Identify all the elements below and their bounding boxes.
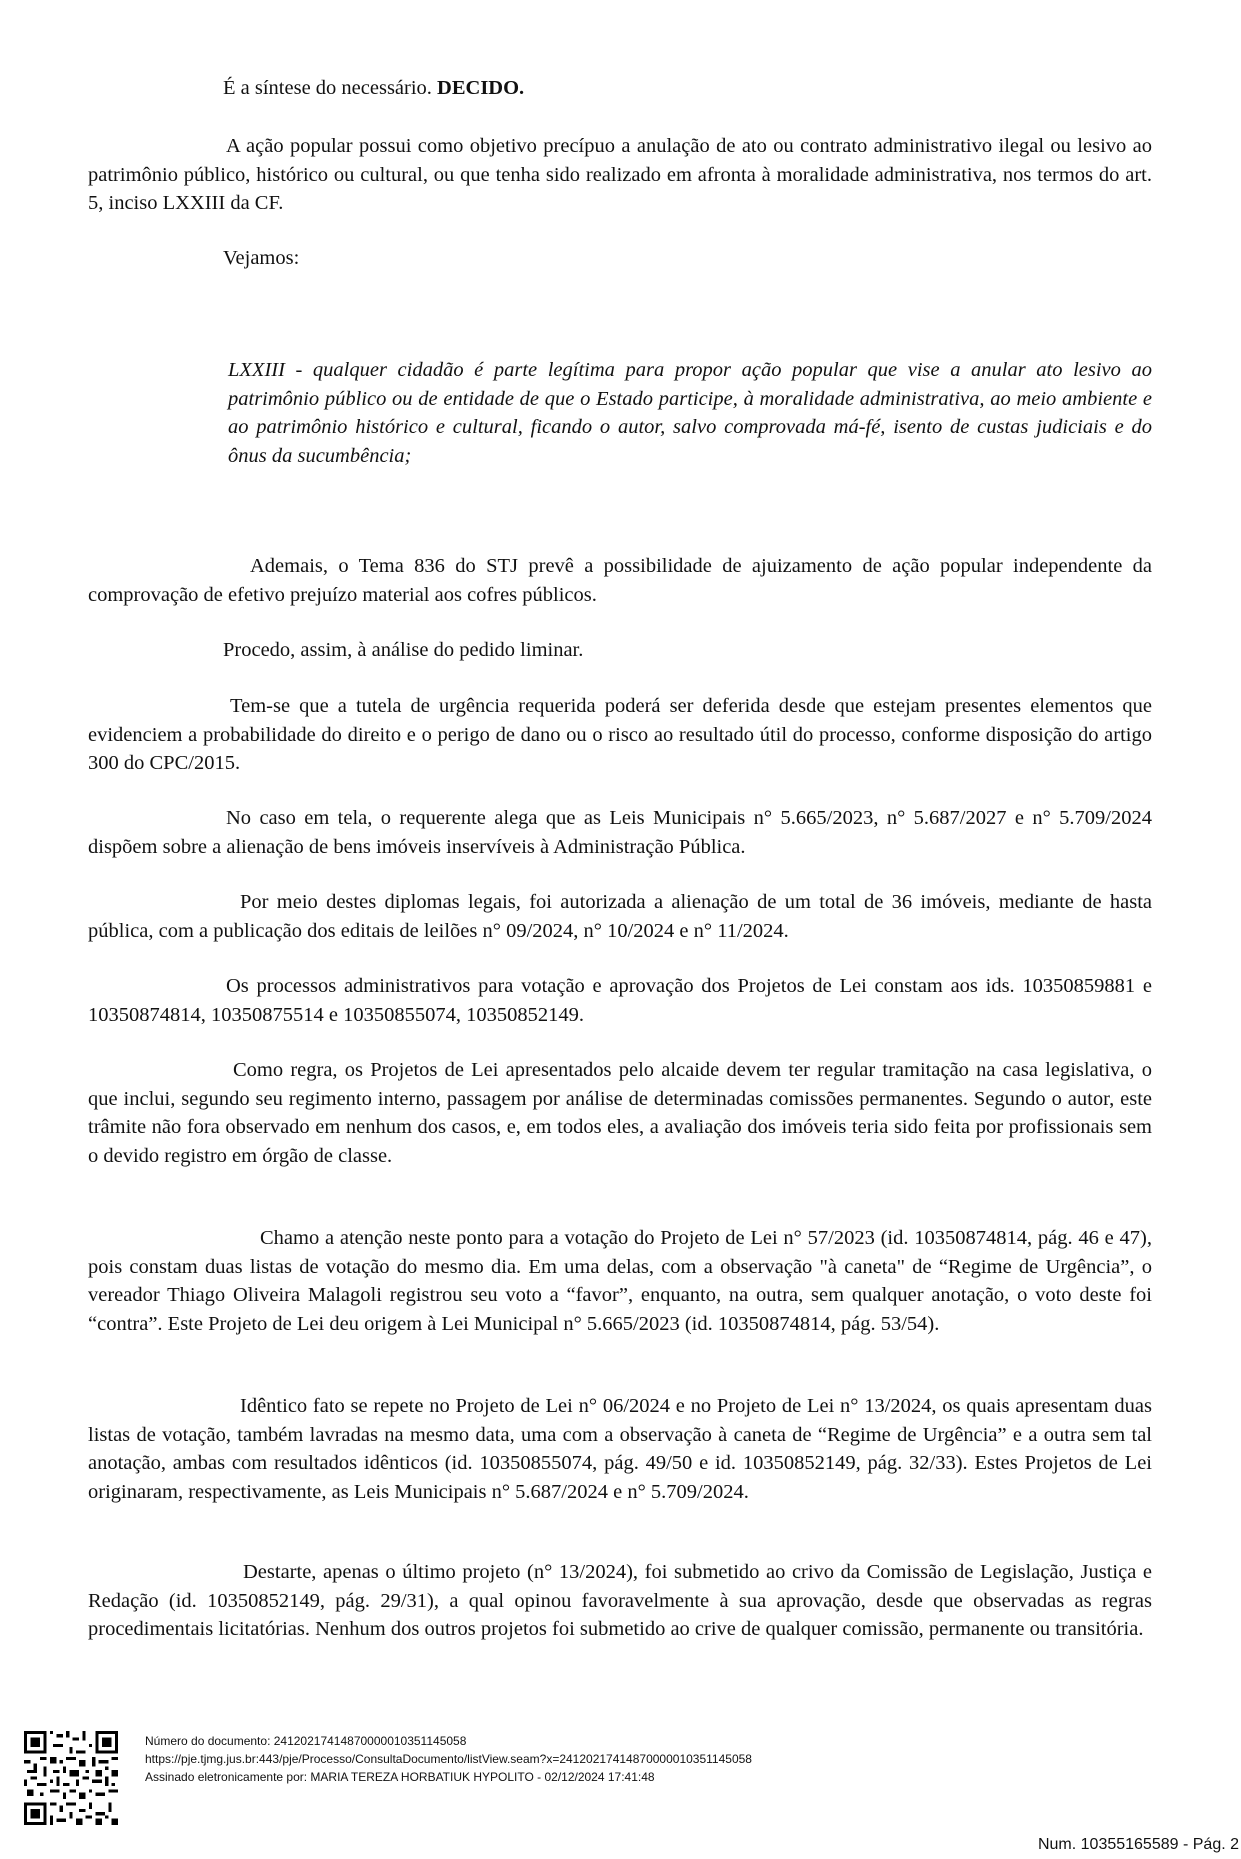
constitution-quote: LXXIII - qualquer cidadão é parte legítima para propor ação popular que vise a anular ato lesivo ao patrimônio público ou de entidade de que o Estado participe, à moralidade administrativa, ao meio ambiente e ao patrimônio histórico e cultural, ficando o autor, salvo comprovada má-fé, isento de custas judiciais e do ônus da sucumbência; xyxy=(228,359,1152,467)
paragraph-synthesis xyxy=(88,74,1152,103)
synthesis-text: É a síntese do necessário. xyxy=(223,77,438,99)
paragraph-destarte: Destarte, apenas o último projeto (n° 13/2024), foi submetido ao crivo da Comissão de Legislação, Justiça e Redação (id. 10350852149, pág. 29/31), a qual opinou favoravelmente à sua aprovação, desde que observadas as regras procedimentais licitatórias. Nenhum dos outros projetos foi submetido ao crive de qualquer comissão, permanente ou transitória. xyxy=(88,1561,1152,1640)
paragraph-processos-administrativos: Os processos administrativos para votação e aprovação dos Projetos de Lei constam aos ids. 10350859881 e 10350874814, 10350875514 e 10350855074, 10350852149. xyxy=(88,975,1152,1026)
paragraph-acao-popular: A ação popular possui como objetivo precípuo a anulação de ato ou contrato administrativo ilegal ou lesivo ao patrimônio público, histórico ou cultural, ou que tenha sido realizado em afronta à moralidade administrativa, nos termos do art. 5, inciso LXXIII da CF. xyxy=(88,135,1152,214)
paragraph-diplomas-legais: Por meio destes diplomas legais, foi autorizada a alienação de um total de 36 imóveis, mediante de hasta pública, com a publicação dos editais de leilões n° 09/2024, n° 10/2024 e n° 11/2024. xyxy=(88,891,1152,942)
paragraph-como-regra: Como regra, os Projetos de Lei apresentados pelo alcaide devem ter regular tramitação na casa legislativa, o que inclui, segundo seu regimento interno, passagem por análise de determinadas comissões permanentes. Segundo o autor, este trâmite não fora observado em nenhum dos casos, e, em todos eles, a avaliação dos imóveis teria sido feita por profissionais sem o devido registro em órgão de classe. xyxy=(88,1059,1152,1167)
decido-heading: DECIDO. xyxy=(437,77,525,99)
footer-signature-block xyxy=(145,1732,752,1786)
paragraph-identico-fato: Idêntico fato se repete no Projeto de Lei n° 06/2024 e no Projeto de Lei n° 13/2024, os quais apresentam duas listas de votação, também lavradas na mesmo data, uma com a observação à caneta de “Regime de Urgência” e a outra sem tal anotação, ambas com resultados idênticos (id. 10350855074, pág. 49/50 e id. 10350852149, pág. 32/33). Estes Projetos de Lei originaram, respectivamente, as Leis Municipais n° 5.687/2024 e n° 5.709/2024. xyxy=(88,1395,1152,1503)
paragraph-tema-836: Ademais, o Tema 836 do STJ prevê a possibilidade de ajuizamento de ação popular independente da comprovação de efetivo prejuízo material aos cofres públicos. xyxy=(88,555,1152,606)
paragraph-tutela: Tem-se que a tutela de urgência requerida poderá ser deferida desde que estejam presentes elementos que evidenciem a probabilidade do direito e o perigo de dano ou o risco ao resultado útil do processo, conforme disposição do artigo 300 do CPC/2015. xyxy=(88,695,1152,774)
paragraph-projeto-57: Chamo a atenção neste ponto para a votação do Projeto de Lei n° 57/2023 (id. 10350874814, pág. 46 e 47), pois constam duas listas de votação do mesmo dia. Em uma delas, com a observação "à caneta" de “Regime de Urgência”, o vereador Thiago Oliveira Malagoli registrou seu voto a “favor”, enquanto, na outra, sem qualquer anotação, o voto deste foi “contra”. Este Projeto de Lei deu origem à Lei Municipal n° 5.665/2023 (id. 10350874814, pág. 53/54). xyxy=(88,1227,1152,1335)
qr-code-icon xyxy=(24,1731,118,1825)
electronic-signature: Assinado eletronicamente por: MARIA TEREZA HORBATIUK HYPOLITO - 02/12/2024 17:41:48 xyxy=(145,1770,655,1784)
paragraph-vejamos: Vejamos: xyxy=(223,247,300,269)
document-url[interactable]: https://pje.tjmg.jus.br:443/pje/Processo/ConsultaDocumento/listView.seam?x=24120217414870000010351145058 xyxy=(145,1752,752,1766)
document-number: Número do documento: 24120217414870000010351145058 xyxy=(145,1734,467,1748)
paragraph-leis-municipais: No caso em tela, o requerente alega que as Leis Municipais n° 5.665/2023, n° 5.687/2027 e n° 5.709/2024 dispõem sobre a alienação de bens imóveis inservíveis à Administração Pública. xyxy=(88,807,1152,858)
page-number: Num. 10355165589 - Pág. 2 xyxy=(1037,1836,1239,1853)
paragraph-procedo: Procedo, assim, à análise do pedido liminar. xyxy=(223,639,584,661)
